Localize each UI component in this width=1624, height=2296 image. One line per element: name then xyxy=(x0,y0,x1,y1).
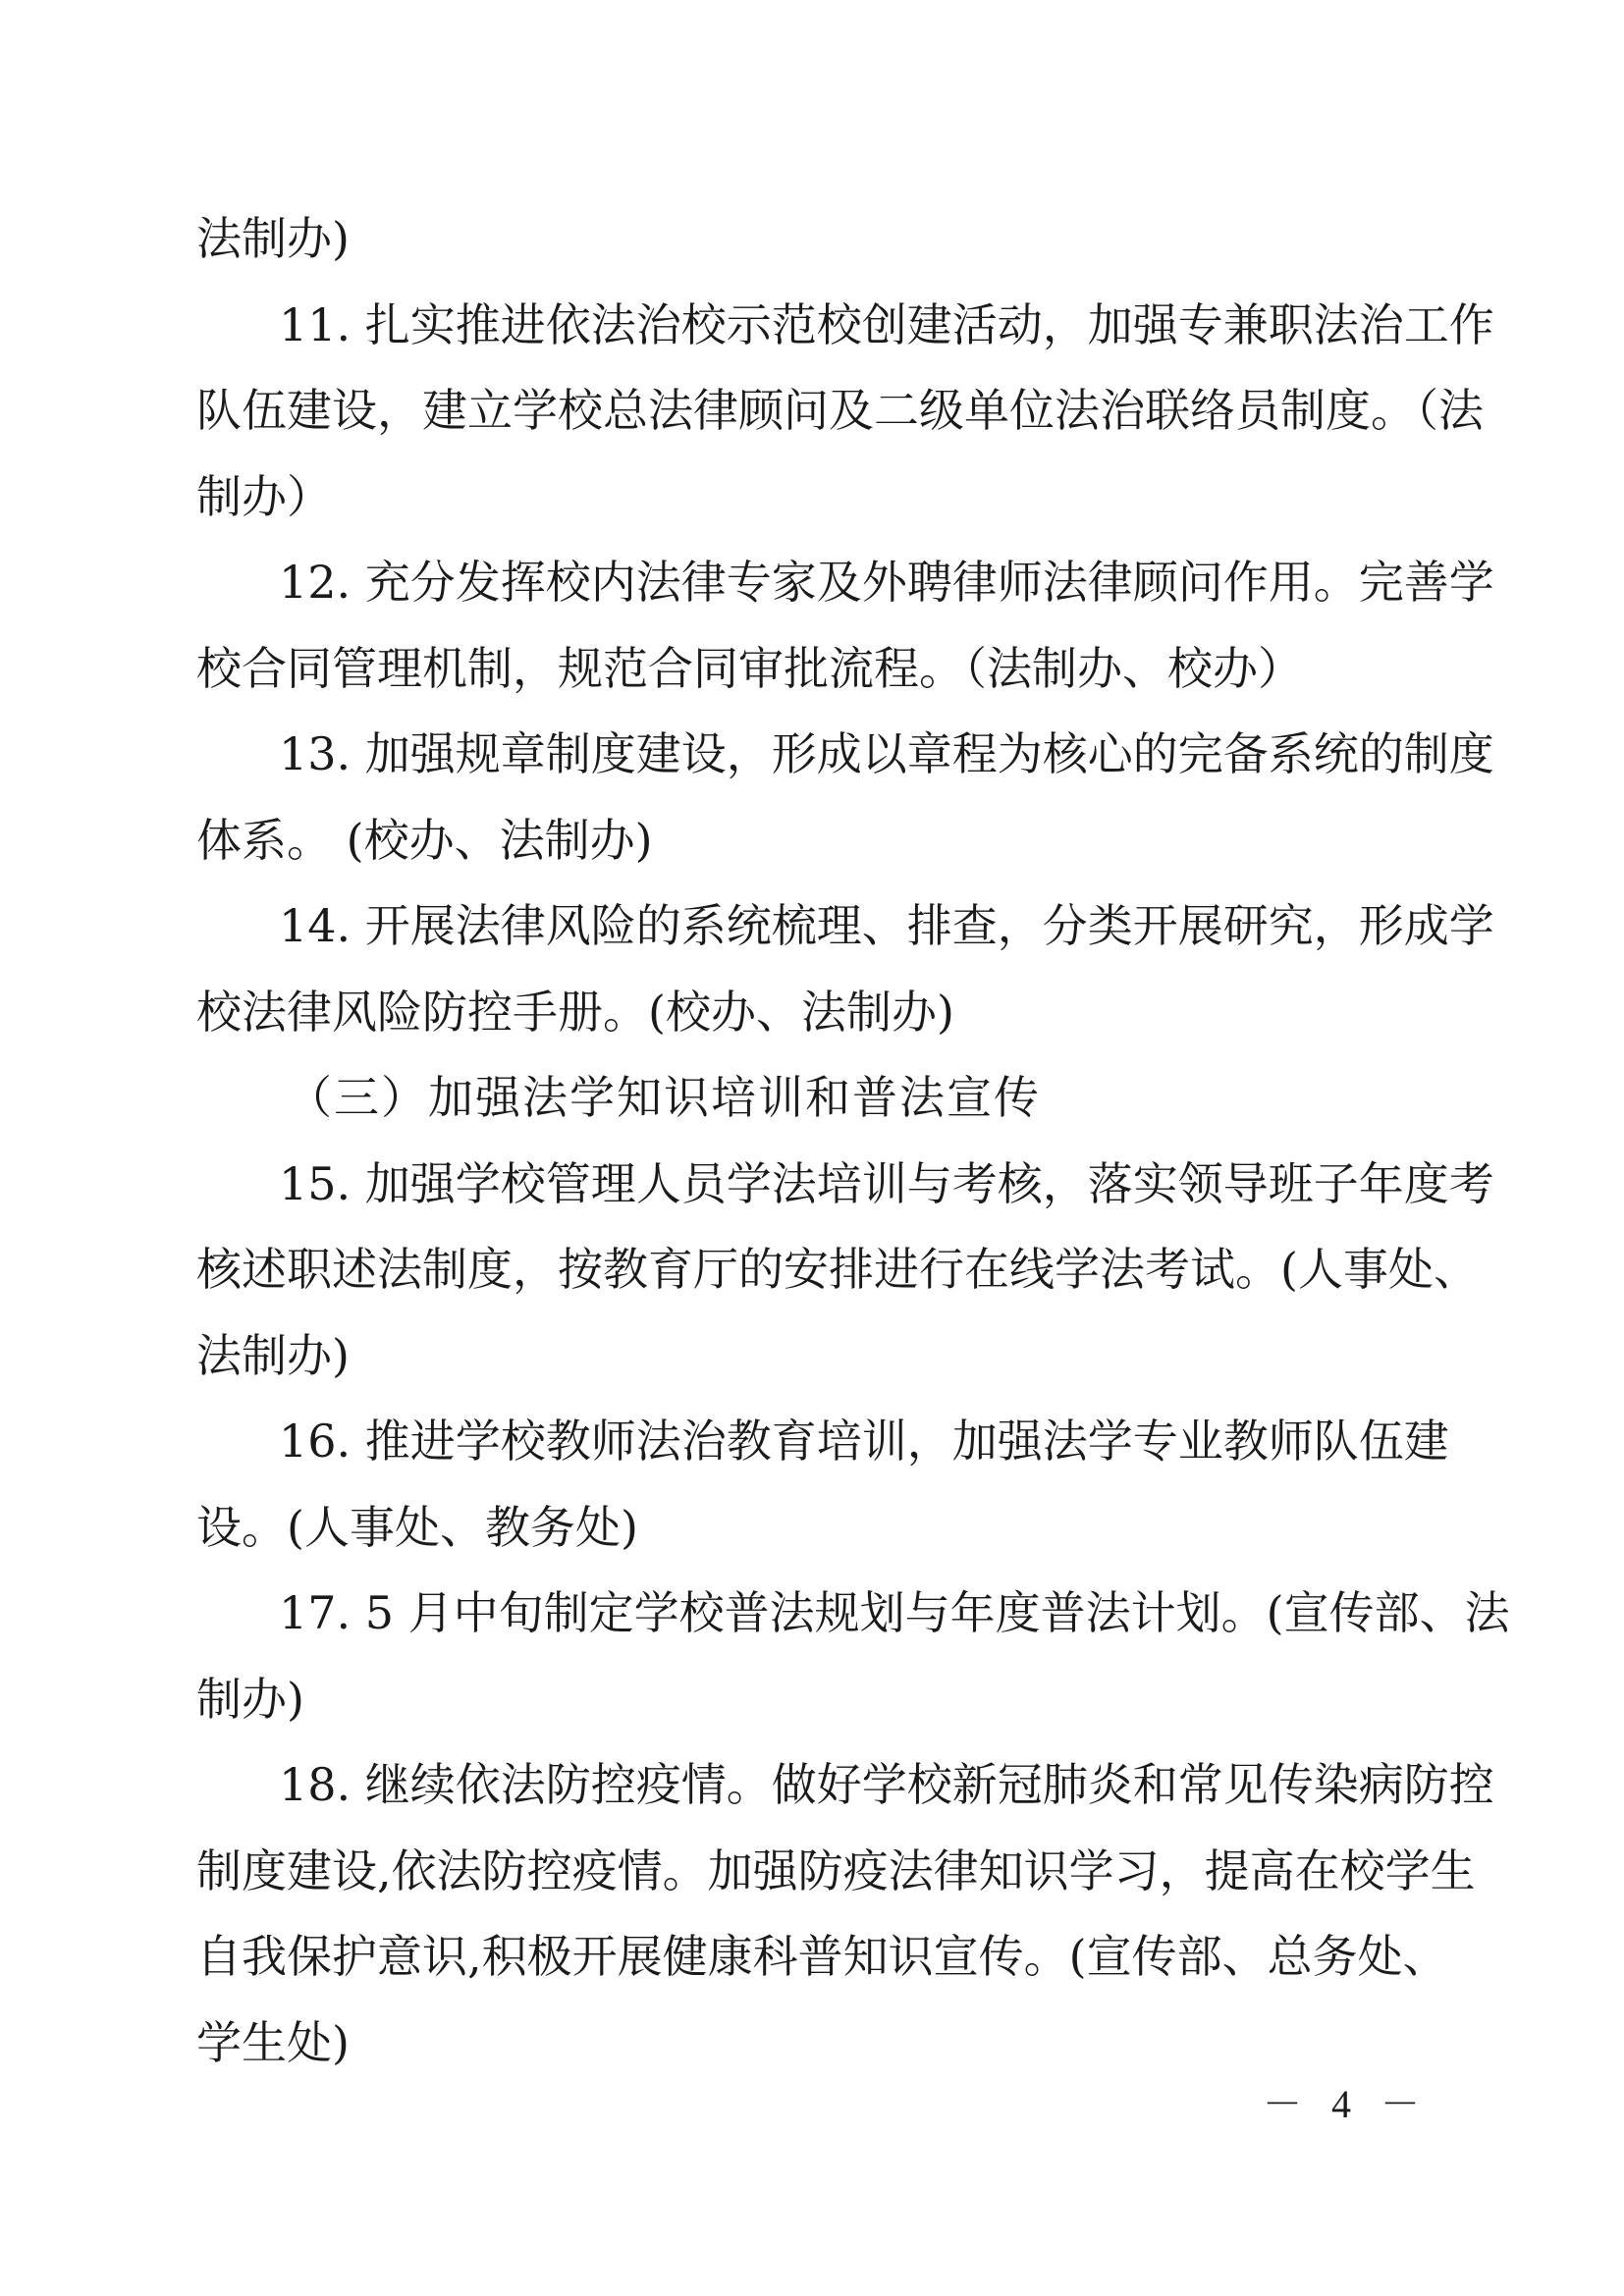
text-line: 队伍建设，建立学校总法律顾问及二级单位法治联络员制度。（法 xyxy=(196,384,1484,437)
text-line: 法制办) xyxy=(196,212,350,265)
text-line: 16. 推进学校教师法治教育培训，加强法学专业教师队伍建 xyxy=(279,1415,1449,1468)
text-line: 12. 充分发挥校内法律专家及外聘律师法律顾问作用。完善学 xyxy=(279,556,1494,609)
text-line: 13. 加强规章制度建设，形成以章程为核心的完备系统的制度 xyxy=(279,727,1494,780)
text-line: 11. 扎实推进依法治校示范校创建活动，加强专兼职法治工作 xyxy=(279,297,1494,351)
text-line: 法制办) xyxy=(196,1328,350,1382)
text-line: 15. 加强学校管理人员学法培训与考核，落实领导班子年度考 xyxy=(279,1156,1494,1210)
text-line: 制度建设,依法防控疫情。加强防疫法律知识学习，提高在校学生 xyxy=(196,1843,1476,1897)
text-line: 校合同管理机制，规范合同审批流程。（法制办、校办） xyxy=(196,641,1303,695)
text-line: 自我保护意识,积极开展健康科普知识宣传。(宣传部、总务处、 xyxy=(196,1930,1448,1983)
text-line: 14. 开展法律风险的系统梳理、排查，分类开展研究，形成学 xyxy=(279,899,1494,952)
section-heading: （三）加强法学知识培训和普法宣传 xyxy=(287,1071,1041,1124)
text-line: 体系。 (校办、法制办) xyxy=(196,813,653,867)
page-number: － 4 － xyxy=(1263,2082,1430,2126)
text-line: 核述职述法制度，按教育厅的安排进行在线学法考试。(人事处、 xyxy=(196,1243,1479,1296)
text-line: 校法律风险防控手册。(校办、法制办) xyxy=(196,985,954,1039)
text-line: 17. 5 月中旬制定学校普法规划与年度普法计划。(宣传部、法 xyxy=(279,1586,1510,1639)
text-line: 设。(人事处、教务处) xyxy=(196,1500,638,1554)
text-line: 18. 继续依法防控疫情。做好学校新冠肺炎和常见传染病防控 xyxy=(279,1758,1494,1811)
text-line: 制办） xyxy=(196,469,332,523)
text-line: 制办) xyxy=(196,1672,304,1726)
document-body xyxy=(196,196,1510,2086)
text-line: 学生处) xyxy=(196,2015,350,2069)
